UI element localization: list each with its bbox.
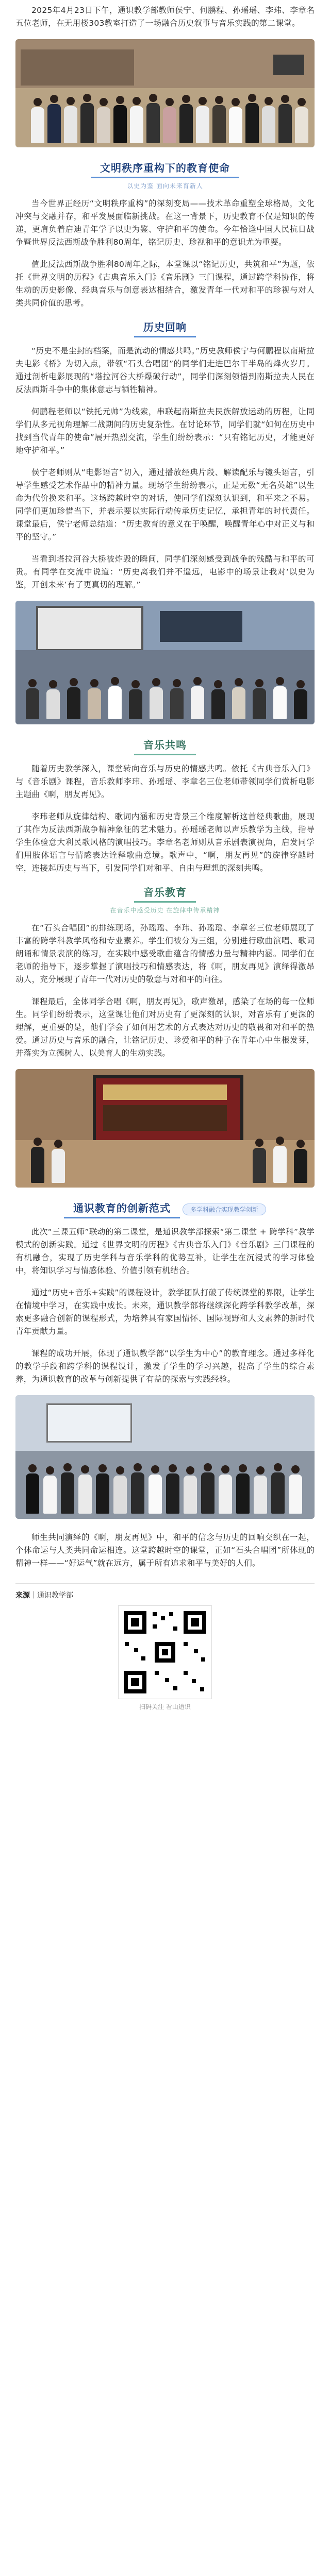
paragraph: 此次“三课五师”联动的第二课堂，是通识教学部探索“第二课堂 + 跨学科”教学模式的创新实践。通过《世界文明的历程》《古典音乐入门》《音乐剧》三门课程的有机融合，实现了历史学科与音乐学科的优势互补，让学生在沉浸式的学习体验中，将知识学习与情感体验、价值引领有机结合。 bbox=[15, 1227, 315, 1275]
section-header-innovation bbox=[0, 1200, 330, 1218]
section-subtitle: 以史为鉴 面向未来育新人 bbox=[127, 182, 203, 190]
qr-caption: 扫码关注 看山道识 bbox=[139, 1703, 191, 1710]
section-subtitle-pill: 多学科融合实现教学创新 bbox=[183, 1204, 266, 1215]
intro-paragraph: 2025年4月23日下午，通识教学部教师侯宁、何鹏程、孙瑶瑶、李玮、李章名五位老师，在无用楼303教室打造了一场融合历史叙事与音乐实践的第二课堂。 bbox=[15, 6, 315, 28]
presentation-photo bbox=[15, 1069, 315, 1188]
section-title: 音乐共鸣 bbox=[134, 737, 196, 755]
performance-photo bbox=[15, 1395, 315, 1519]
source-text: 通识教学部 bbox=[37, 1591, 73, 1600]
paragraph: 李玮老师从旋律结构、歌词内涵和历史背景三个维度解析这首经典歌曲，展现了其作为反法西斯战争精神象征的艺术魅力。孙瑶瑶老师以声乐教学为主线，指导学生体验意大利民歌风格的演唱技巧。李章名老师则从音乐剧表演视角，启发同学们用肢体语言与情感表达诠释歌曲意境。歌声中，“啊，朋友再见”的旋律穿越时空，连接起历史与当下，引发同学们对和平、自由与理想的深刻共鸣。 bbox=[15, 812, 315, 873]
qr-code-icon[interactable] bbox=[118, 1605, 212, 1699]
paragraph: 通过“历史+音乐+实践”的课程设计，教学团队打破了传统课堂的界限，让学生在情境中学习，在实践中成长。未来，通识教学部将继续深化跨学科教学改革，探索更多融合创新的课程形式，为培养具有家国情怀、国际视野和人文素养的新时代青年贡献力量。 bbox=[15, 1288, 315, 1336]
classroom-photo bbox=[15, 601, 315, 724]
paragraph: 在“石头合唱团”的排练现场，孙瑶瑶、李玮、孙瑶瑶、李章名三位老师展现了丰富的跨学科教学风格和专业素养。学生们被分为三组，分别进行歌曲演唱、歌词朗诵和情景表演的练习，在实践中感受歌曲蕴含的情感力量与精神内涵。同学们在老师的指导下，逐步掌握了演唱技巧和情感表达，将《啊，朋友再见》演绎得激昂动人，充分展现了青年一代对历史的敬意与对和平的向往。 bbox=[15, 923, 315, 984]
paragraph: 值此反法西斯战争胜利80周年之际，本堂课以“铭记历史，共筑和平”为题，依托《世界文明的历程》《古典音乐入门》《音乐剧》三门课程，通过跨学科协作，将生动的历史影像、经典音乐与创意表达相结合，激发青年一代对和平的珍视与对人类共同价值的思考。 bbox=[15, 260, 315, 308]
section-title: 文明秩序重构下的教育使命 bbox=[91, 160, 239, 178]
paragraph: 当看到塔拉河谷大桥被炸毁的瞬间，同学们深刻感受到战争的残酷与和平的可贵。有同学在交流中说道：“历史离我们并不遥远，电影中的场景让我对‘以史为鉴，开创未来’有了更真切的理解。” bbox=[15, 554, 315, 589]
paragraph: “历史不是尘封的档案，而是流动的情感共鸣。”历史教师侯宁与何鹏程以南斯拉夫电影《桥》为切入点，带领“石头合唱团”的同学们走进巴尔干半岛的烽火岁月。通过剖析电影展现的“塔拉河谷大桥爆破行动”，同学们深刻领悟到南斯拉夫人民在反法西斯斗争中的集体意志与牺牲精神。 bbox=[15, 346, 315, 394]
paragraph: 课程最后，全体同学合唱《啊，朋友再见》，歌声激昂，感染了在场的每一位师生。同学们纷纷表示，这堂课让他们对历史有了更深刻的认识，对音乐有了更深的理解，更重要的是，他们学会了如何用艺术的方式表达对历史的敬畏和对和平的热爱。通过历史与音乐的融合，让铭记历史、珍爱和平的种子在青年心中生根发芽，并落实为立德树人、以美育人的生动实践。 bbox=[15, 997, 315, 1058]
source-line: 来源｜通识教学部 bbox=[15, 1583, 315, 1600]
section-title: 通识教育的创新范式 bbox=[64, 1200, 180, 1218]
section-title: 历史回响 bbox=[134, 319, 196, 337]
paragraph: 课程的成功开展，体现了通识教学部“以学生为中心”的教育理念。通过多样化的教学手段和跨学科的课程设计，激发了学生的学习兴趣，提高了学生的综合素养，为通识教育的改革与创新提供了有益的探索与实践经验。 bbox=[15, 1349, 315, 1384]
section-subtitle: 在音乐中感受历史 在旋律中传承精神 bbox=[110, 907, 220, 914]
paragraph: 侯宁老师则从“电影语言”切入，通过播放经典片段、解读配乐与镜头语言，引导学生感受艺术作品中的精神力量。现场学生纷纷表示，正是无数“无名英雄”以生命为代价换来和平。这场跨越时空的对话，使同学们深刻认识到，和平来之不易。同学们更加珍惜当下，并表示要以实际行动传承历史记忆，承担青年的时代责任。课堂最后，侯宁老师总结道：“历史教育的意义在于唤醒，唤醒青年心中对正义与和平的坚守。” bbox=[15, 468, 315, 541]
section-header-music-resonance bbox=[0, 737, 330, 755]
section-header-music-education bbox=[0, 884, 330, 914]
paragraph: 随着历史教学深入，课堂转向音乐与历史的情感共鸣。依托《古典音乐入门》与《音乐剧》课程，音乐教师李玮、孙瑶瑶、李章名三位老师带领同学们赏析电影主题曲《啊，朋友再见》。 bbox=[15, 764, 315, 799]
group-photo bbox=[15, 39, 315, 147]
closing-paragraph: 师生共同演绎的《啊，朋友再见》中，和平的信念与历史的回响交织在一起，个体命运与人类共同命运相连。这堂跨越时空的课堂，正如“石头合唱团”所体现的精神一样——“好运气”就在远方，属于所有追求和平与美好的人们。 bbox=[15, 1533, 315, 1568]
paragraph: 当今世界正经历“文明秩序重构”的深刻变局——技术革命重塑全球格局，文化冲突与交融并存，和平发展面临新挑战。在这一背景下，历史教育不仅是知识的传递，更肩负着启迪青年学子以史为鉴、守护和平的使命。今年恰逢中国人民抗日战争暨世界反法西斯战争胜利80周年，铭记历史、珍视和平的意识尤为重要。 bbox=[15, 199, 315, 247]
source-label: 来源 bbox=[15, 1591, 30, 1600]
section-title: 音乐教育 bbox=[134, 884, 196, 903]
paragraph: 何鹏程老师以“铁托元帅”为线索，串联起南斯拉夫民族解放运动的历程，让同学们从多元视角理解二战期间的历史复杂性。在讨论环节，同学们就“如何在历史中找到当代青年的使命”展开热烈交流，学生们纷纷表示：“只有铭记历史，才能更好地守护和平。” bbox=[15, 407, 315, 455]
section-header-history bbox=[0, 319, 330, 337]
section-header-education-mission bbox=[0, 160, 330, 190]
